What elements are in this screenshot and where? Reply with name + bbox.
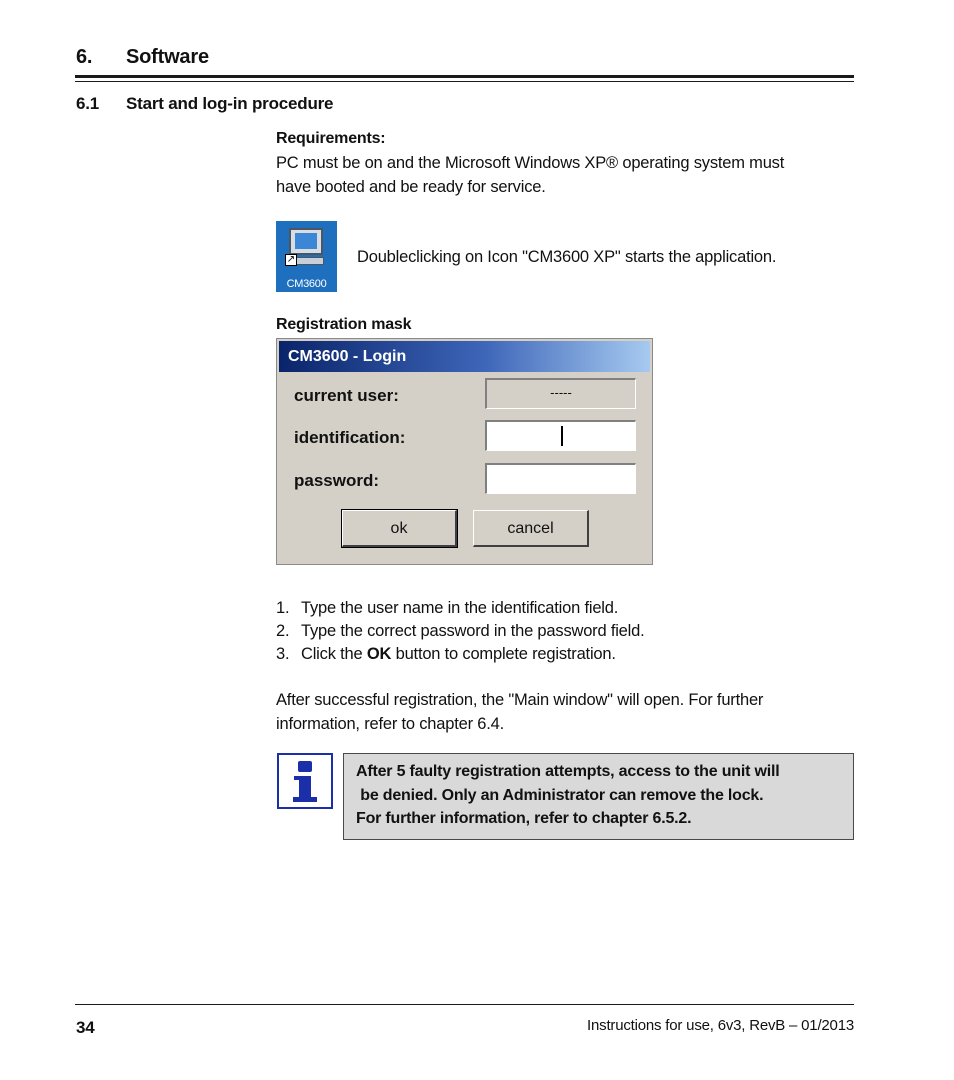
chapter-title: Software [126,46,209,68]
step-text: Type the correct password in the password field. [301,622,645,640]
step-number: 1. [276,599,290,617]
shortcut-arrow-icon: ↗ [286,254,296,265]
page-number: 34 [76,1018,95,1037]
ok-button[interactable]: ok [342,510,457,547]
note-line-2: be denied. Only an Administrator can remove the lock. [356,786,764,804]
step-number: 3. [276,645,290,663]
current-user-field: ----- [485,378,636,409]
requirements-text [276,151,846,199]
footer-text: Instructions for use, 6v3, RevB – 01/2013 [587,1017,854,1034]
footer-rule [75,1004,854,1005]
header-rule-thin [75,81,854,82]
password-field[interactable] [485,463,636,494]
identification-field[interactable] [485,420,636,451]
header-rule-thick [75,75,854,78]
list-item [276,642,645,665]
requirements-line-1: PC must be on and the Microsoft Windows XP® operating system must [276,154,785,172]
list-item [276,619,645,642]
chapter-heading [76,46,209,69]
cancel-button[interactable]: cancel [473,510,589,547]
note-line-3: For further information, refer to chapter 6.5.2. [356,810,692,827]
after-line-2: information, refer to chapter 6.4. [276,715,504,733]
note-line-1: After 5 faulty registration attempts, access to the unit will [356,763,780,780]
app-icon-label: CM3600 [286,278,327,290]
dialog-title: CM3600 - Login [279,341,650,372]
cm3600-app-icon[interactable] [276,221,337,292]
step-text [301,642,616,665]
section-number: 6.1 [76,94,100,113]
after-line-1: After successful registration, the "Main window" will open. For further [276,691,764,709]
section-heading [76,94,333,114]
current-user-label: current user: [294,386,399,405]
password-label: password: [294,471,380,490]
requirements-title: Requirements: [276,130,386,147]
text-caret [561,426,563,446]
identification-label: identification: [294,428,406,447]
chapter-number: 6. [76,46,93,68]
step-number: 2. [276,622,290,640]
requirements-line-2: have booted and be ready for service. [276,178,546,196]
step-text-bold: OK [366,645,392,663]
step-text-pre: Click the [301,645,367,663]
login-dialog [276,338,653,565]
after-registration-text [276,688,846,736]
step-text: Type the user name in the identification field. [301,599,619,617]
section-title: Start and log-in procedure [126,94,334,113]
registration-mask-title: Registration mask [276,316,412,333]
note-box [343,753,854,840]
monitor-icon [289,228,323,255]
list-item [276,596,645,619]
icon-description: Doubleclicking on Icon "CM3600 XP" starts the application. [357,248,777,266]
step-text-post: button to complete registration. [391,645,616,663]
info-icon [277,753,333,809]
steps-list [276,596,645,665]
